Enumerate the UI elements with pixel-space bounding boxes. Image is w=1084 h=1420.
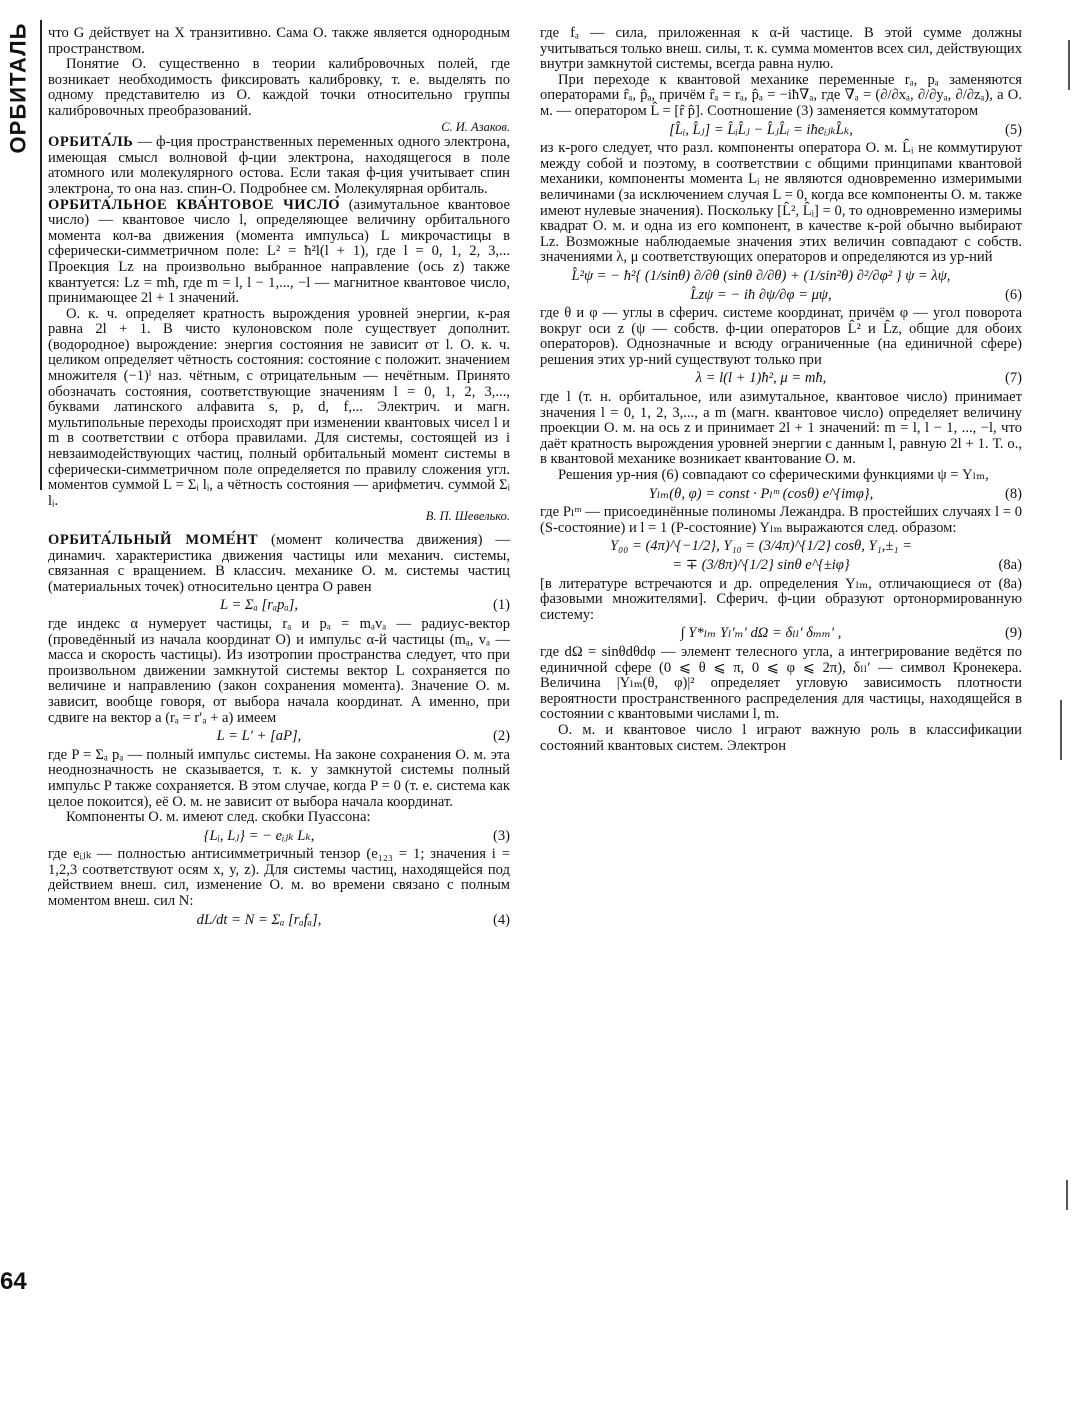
equation-number: (8) bbox=[1004, 485, 1022, 502]
equation-expression: L = Σₐ [rₐpₐ], bbox=[219, 597, 299, 614]
paragraph: где P = Σₐ pₐ — полный импульс системы. На законе сохранения О. м. эта неоднозначность не сказывается, т. к. у замкнутой системы полный импульс P также сохраняется. В этом случае, когда P = 0 (т. е. система как целое покоится), её О. м. не зависит от выбора начала координат. bbox=[48, 746, 510, 810]
left-column bbox=[48, 26, 510, 1306]
paragraph: где dΩ = sinθdθdφ — элемент телесного угла, а интегрирование ведётся по единичной сфере (0 ⩽ θ ⩽ π, 0 ⩽ φ ⩽ 2π), δₗₗ′ — символ Кронекера. Величина |Yₗₘ(θ, φ)|² определяет угловую зависимость плотности вероятности пространственного распределения для частицы, находящейся в состоянии с квантовыми числами l, m. bbox=[540, 643, 1022, 723]
equation-expression: = ∓ (3/8π)^{1/2} sinθ e^{±iφ} bbox=[672, 557, 850, 573]
equation-expression: L̂²ψ = − ħ²{ (1/sinθ) ∂/∂θ (sinθ ∂/∂θ) + (1/sin²θ) ∂²/∂φ² } ψ = λψ, bbox=[571, 267, 951, 284]
equation-expression: ∫ Y*ₗₘ Yₗ′ₘ′ dΩ = δₗₗ′ δₘₘ′ , bbox=[680, 625, 842, 642]
paragraph: где fₐ — сила, приложенная к α-й частице. В этой сумме должны учитываться только внеш. силы, т. к. сумма моментов всех сил, действующих внутри замкнутой системы, всегда равна нулю. bbox=[540, 25, 1022, 73]
entry-headword: ОРБИТА́ЛЬНЫЙ МОМЕ́НТ bbox=[48, 532, 259, 548]
running-head bbox=[0, 18, 36, 158]
equation-number: (3) bbox=[492, 827, 510, 844]
equation-1 bbox=[48, 598, 510, 614]
equation-expression: {Lᵢ, Lⱼ} = − eᵢⱼₖ Lₖ, bbox=[203, 827, 315, 844]
equation-number: (6) bbox=[1004, 286, 1022, 303]
paragraph: где l (т. н. орбитальное, или азимутальное, квантовое число) принимает значения l = 0, 1, 2, 3,..., а m (магн. квантовое число) определяет величину проекции О. м. на ось z и принимает 2l + 1 значений: m = l, l − 1, ..., −l, что даёт кратность вырождения уровней энергии с данным l, равную 2l + 1. Т. о., в квантовой механике возникает квантование О. м. bbox=[540, 389, 1022, 468]
paragraph: [в литературе встречаются и др. определения Yₗₘ, отличающиеся от (8a) фазовыми множителями]. Сферич. ф-ции образуют ортонормированную систему: bbox=[540, 575, 1022, 623]
paragraph: О. м. и квантовое число l играют важную роль в классификации состояний квантовых систем. Электрон bbox=[540, 721, 1022, 754]
paragraph: О. к. ч. определяет кратность вырождения уровней энергии, к-рая равна 2l + 1. В чисто кулоновском поле существует дополнит. (водородное) вырождение: энергия состояния не зависит от l. О. к. ч. целиком определяет чётность состояния: состояние с положит. значением множителя (−1)ˡ наз. чётным, с отрицательным — нечётным. Принято обозначать состояния, соответствующие значениям l = 0, 1, 2, 3,..., буквами латинского алфавита s, p, d, f,... Электрич. и магн. мультипольные переходы происходят при изменении квантовых чисел l и m в соответствии с отбора правилами. Для системы, состоящей из i невзаимодействующих частиц, полный орбитальный момент системы в сферически-симметричном поле определяется по правилу сложения угл. моментов суммой L = Σᵢ lᵢ, а чётность состояния — арифметич. суммой Σᵢ lᵢ. bbox=[48, 305, 510, 509]
equation-number: (9) bbox=[1004, 625, 1022, 642]
entry-orbital-moment bbox=[48, 533, 510, 595]
paragraph: где θ и φ — углы в сферич. системе координат, причём φ — угол поворота вокруг оси z (ψ — собств. ф-ции операторов L̂² и L̂z, общие для обоих операторов). Однозначные и всюду ограниченные (на единичной сфере) решения этих ур-ний существуют только при bbox=[540, 305, 1022, 368]
paragraph: что G действует на X транзитивно. Сама О. также является однородным пространством. bbox=[48, 25, 510, 57]
entry-text: (момент количества движения) — динамич. характеристика движения частицы или механич. системы, связанная с вращением. В классич. механике О. м. системы частиц (материальных точек) относительно центра O равен bbox=[48, 532, 510, 595]
paragraph: где индекс α нумерует частицы, rₐ и pₐ = mₐvₐ — радиус-вектор (проведённый из начала координат O) и импульс α-й частицы (mₐ, vₐ — масса и скорость частицы). Из изотропии пространства следует, что при произвольном движении замкнутой системы вектор L сохраняется по величине и направлению (закон сохранения момента). Значение О. м. зависит, вообще говоря, от выбора начала координат. А именно, при сдвиге на вектор a (rₐ = r′ₐ + a) имеем bbox=[48, 615, 510, 726]
equation-9 bbox=[540, 626, 1022, 642]
author-signature: В. П. Шевелько. bbox=[425, 509, 510, 524]
paragraph: Понятие О. существенно в теории калибровочных полей, где возникает необходимость фиксировать калибровку, т. е. выделять по одному представителю из О. каждой точки относительно группы калибровочных преобразований. bbox=[48, 56, 510, 119]
paragraph: где Pₗᵐ — присоединённые полиномы Лежандра. В простейших случаях l = 0 (S-состояние) и l = 1 (P-состояние) Yₗₘ выражаются след. образом: bbox=[540, 504, 1022, 536]
margin-rule bbox=[40, 20, 42, 490]
equation-number: (2) bbox=[492, 728, 510, 745]
equation-expression: L̂zψ = − iħ ∂ψ/∂φ = μψ, bbox=[690, 286, 832, 303]
equation-3 bbox=[48, 829, 510, 845]
equation-expression: dL/dt = N = Σₐ [rₐfₐ], bbox=[196, 911, 322, 928]
equation-expression: [L̂ᵢ, L̂ⱼ] = L̂ᵢL̂ⱼ − L̂ⱼL̂ᵢ = iħeᵢⱼₖL̂ₖ, bbox=[669, 121, 853, 138]
entry-quantum-number bbox=[48, 198, 510, 307]
equation-number: (8a) bbox=[998, 557, 1022, 573]
scan-mark bbox=[1068, 40, 1070, 90]
paragraph: из к-рого следует, что разл. компоненты оператора О. м. L̂ᵢ не коммутируют между собой и поэтому, в соответствии с общими принципами квантовой механики, компоненты момента Lᵢ не являются одновременно измеримыми величинами (за исключением случая L = 0, когда все компоненты О. м. также имеют нулевые значения). Поскольку [L̂², L̂ᵢ] = 0, то одновременно измеримы квадрат О. м. и одна из его компонент, в качестве к-рой обычно выбирают Lz. Возможные наблюдаемые значения этих величин совпадают с собств. значениями λ, μ соответствующих операторов и определяются из ур-ний bbox=[540, 140, 1022, 266]
equation-4 bbox=[48, 913, 510, 929]
running-head-text: ОРБИТАЛЬ bbox=[5, 22, 30, 154]
paragraph: Решения ур-ния (6) совпадают со сферическими функциями ψ = Yₗₘ, bbox=[558, 467, 989, 484]
entry-text: — ф-ция пространственных переменных одного электрона, имеющая смысл волновой ф-ции электрона, находящегося в поле атомного или молекулярного остова. Если такая ф-ция учитывает спин электрона, то она наз. спин-О. Подробнее см. Молекулярная орбиталь. bbox=[48, 134, 511, 197]
equation-expression: Y₀₀ = (4π)^{−1/2}, Y₁₀ = (3/4π)^{1/2} cosθ, Y₁,±₁ = bbox=[610, 538, 912, 555]
equation-number: (7) bbox=[1004, 370, 1022, 387]
equation-6a bbox=[540, 269, 1022, 285]
paragraph: При переходе к квантовой механике переменные rₐ, pₐ заменяются операторами r̂ₐ, p̂ₐ, причём r̂ₐ = rₐ, p̂ₐ = −iħ∇ₐ, где ∇ₐ = (∂/∂xₐ, ∂/∂yₐ, ∂/∂zₐ), а О. м. — оператором L̂ = [r̂ p̂]. Соотношение (3) заменяется коммутатором bbox=[540, 71, 1022, 119]
equation-8a-line1 bbox=[540, 539, 1022, 555]
right-column bbox=[540, 26, 1022, 1316]
entry-orbital bbox=[48, 135, 510, 197]
author-signature: С. И. Азаков. bbox=[441, 119, 510, 134]
equation-6b bbox=[540, 288, 1022, 304]
equation-number: (4) bbox=[492, 911, 510, 928]
page-number: 64 bbox=[0, 1268, 27, 1295]
equation-number: (1) bbox=[492, 597, 510, 614]
equation-8a-line2 bbox=[540, 558, 1022, 574]
scan-mark bbox=[1060, 700, 1062, 760]
equation-expression: L = L′ + [aP], bbox=[216, 728, 302, 745]
equation-8 bbox=[540, 487, 1022, 503]
entry-headword: ОРБИТА́ЛЬ bbox=[48, 134, 134, 151]
scan-mark bbox=[1066, 1180, 1068, 1210]
equation-expression: λ = l(l + 1)ħ², μ = mħ, bbox=[695, 370, 827, 387]
paragraph: где eᵢⱼₖ — полностью антисимметричный тензор (e₁₂₃ = 1; значения i = 1,2,3 соответствуют осям x, y, z). Для системы частиц, находящейся под действием внеш. сил, изменение О. м. во времени связано с полным моментом внеш. сил N: bbox=[48, 846, 510, 910]
entry-text: (азимутальное квантовое число) — квантовое число l, определяющее величину орбитального момента кол-ва движения (момента импульса) L микрочастицы в сферически-симметричном поле: L² = ħ²l(l + 1), где l = 0, 1, 2, 3,... Проекция Lz на произвольно выбранное направление (ось z) также квантуется: Lz = mħ, где m = l, l − 1,..., −l — магнитное квантовое число, принимающее 2l + 1 значений. bbox=[48, 196, 511, 307]
equation-expression: Yₗₘ(θ, φ) = const · Pₗᵐ (cosθ) e^{imφ}, bbox=[648, 485, 874, 502]
equation-2 bbox=[48, 729, 510, 745]
equation-7 bbox=[540, 371, 1022, 387]
entry-headword: ОРБИТА́ЛЬНОЕ КВА́НТОВОЕ ЧИСЛО́ bbox=[48, 196, 341, 213]
paragraph: Компоненты О. м. имеют след. скобки Пуассона: bbox=[66, 809, 371, 826]
equation-number: (5) bbox=[1004, 121, 1022, 138]
equation-5 bbox=[540, 123, 1022, 139]
